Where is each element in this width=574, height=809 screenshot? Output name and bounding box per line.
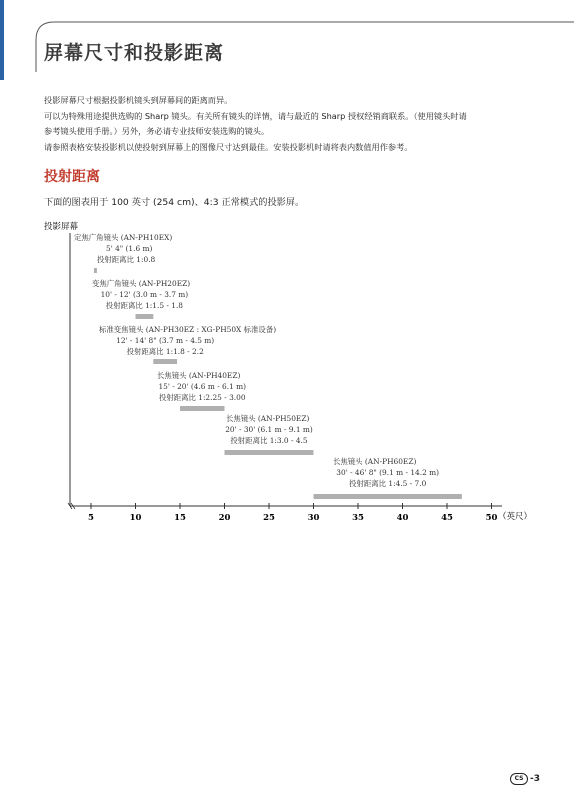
lens-name: 标准变焦镜头 (AN-PH30EZ : XG-PH50X 标准设备): [99, 325, 277, 334]
lens-name: 长焦镜头 (AN-PH50EZ): [226, 414, 310, 423]
language-badge: CS: [510, 773, 528, 785]
lens-range: 12' - 14' 8" (3.7 m - 4.5 m): [116, 336, 215, 345]
distance-bar: [225, 450, 314, 455]
intro-line: 参考镜头使用手册。）另外，务必请专业技师安装选购的镜头。: [44, 126, 270, 137]
distance-bar: [153, 359, 177, 364]
x-tick-label: 30: [307, 513, 320, 523]
lens-throw-ratio: 投射距离比 1:3.0 - 4.5: [230, 436, 308, 445]
intro-line: 可以为特殊用途提供选购的 Sharp 镜头。有关所有镜头的详情，请与最近的 Sharp 授权经销商联系。（使用镜头时请: [44, 110, 467, 121]
lens-range: 15' - 20' (4.6 m - 6.1 m): [158, 382, 247, 391]
lens-name: 长焦镜头 (AN-PH60EZ): [333, 457, 417, 466]
page-number: [510, 773, 540, 785]
section-description: 下面的图表用于 100 英寸 (254 cm)、4:3 正常模式的投影屏。: [44, 197, 305, 208]
x-tick-label: 15: [174, 513, 186, 523]
distance-bar: [136, 314, 154, 319]
distance-bar: [94, 268, 97, 273]
lens-throw-ratio: 投射距离比 1:2.25 - 3.00: [158, 393, 246, 402]
x-tick-label: 40: [396, 513, 409, 523]
lens-range: 20' - 30' (6.1 m - 9.1 m): [225, 425, 313, 434]
lens-throw-ratio: 投射距离比 1:1.8 - 2.2: [126, 347, 204, 356]
lens-throw-ratio: 投射距离比 1:4.5 - 7.0: [349, 479, 427, 488]
x-tick-label: 10: [129, 513, 142, 523]
x-tick-label: 45: [441, 513, 453, 523]
section-heading: 投射距离: [44, 169, 100, 185]
lens-range: 10' - 12' (3.0 m - 3.7 m): [100, 290, 189, 299]
chart-ylabel: 投影屏幕: [44, 222, 79, 232]
lens-name: 定焦广角镜头 (AN-PH10EX): [74, 233, 173, 242]
x-tick-label: 25: [263, 513, 275, 523]
lens-throw-ratio: 投射距离比 1:0.8: [97, 255, 156, 264]
distance-bar: [180, 406, 225, 411]
x-tick-label: 50: [485, 513, 498, 523]
lens-throw-ratio: 投射距离比 1:1.5 - 1.8: [105, 301, 184, 310]
x-tick-label: 35: [352, 513, 364, 523]
intro-line: 投影屏幕尺寸根据投影机镜头到屏幕间的距离而异。: [44, 95, 233, 105]
lens-range: 30' - 46' 8" (9.1 m - 14.2 m): [336, 468, 440, 477]
lens-range: 5' 4" (1.6 m): [106, 244, 153, 253]
distance-bar: [314, 494, 462, 499]
lens-name: 变焦广角镜头 (AN-PH20EZ): [92, 279, 191, 288]
x-tick-label: 20: [218, 513, 231, 523]
lens-name: 长焦镜头 (AN-PH40EZ): [157, 371, 241, 380]
x-tick-label: 5: [88, 513, 94, 523]
page-title: 屏幕尺寸和投影距离: [44, 42, 225, 64]
chart-xunit: （英尺）: [498, 512, 533, 522]
intro-line: 请参照表格安装投影机以使投射到屏幕上的图像尺寸达到最佳。安装投影机时请将表内数值用作参考。: [44, 141, 413, 152]
page-number-text: -3: [530, 774, 540, 784]
